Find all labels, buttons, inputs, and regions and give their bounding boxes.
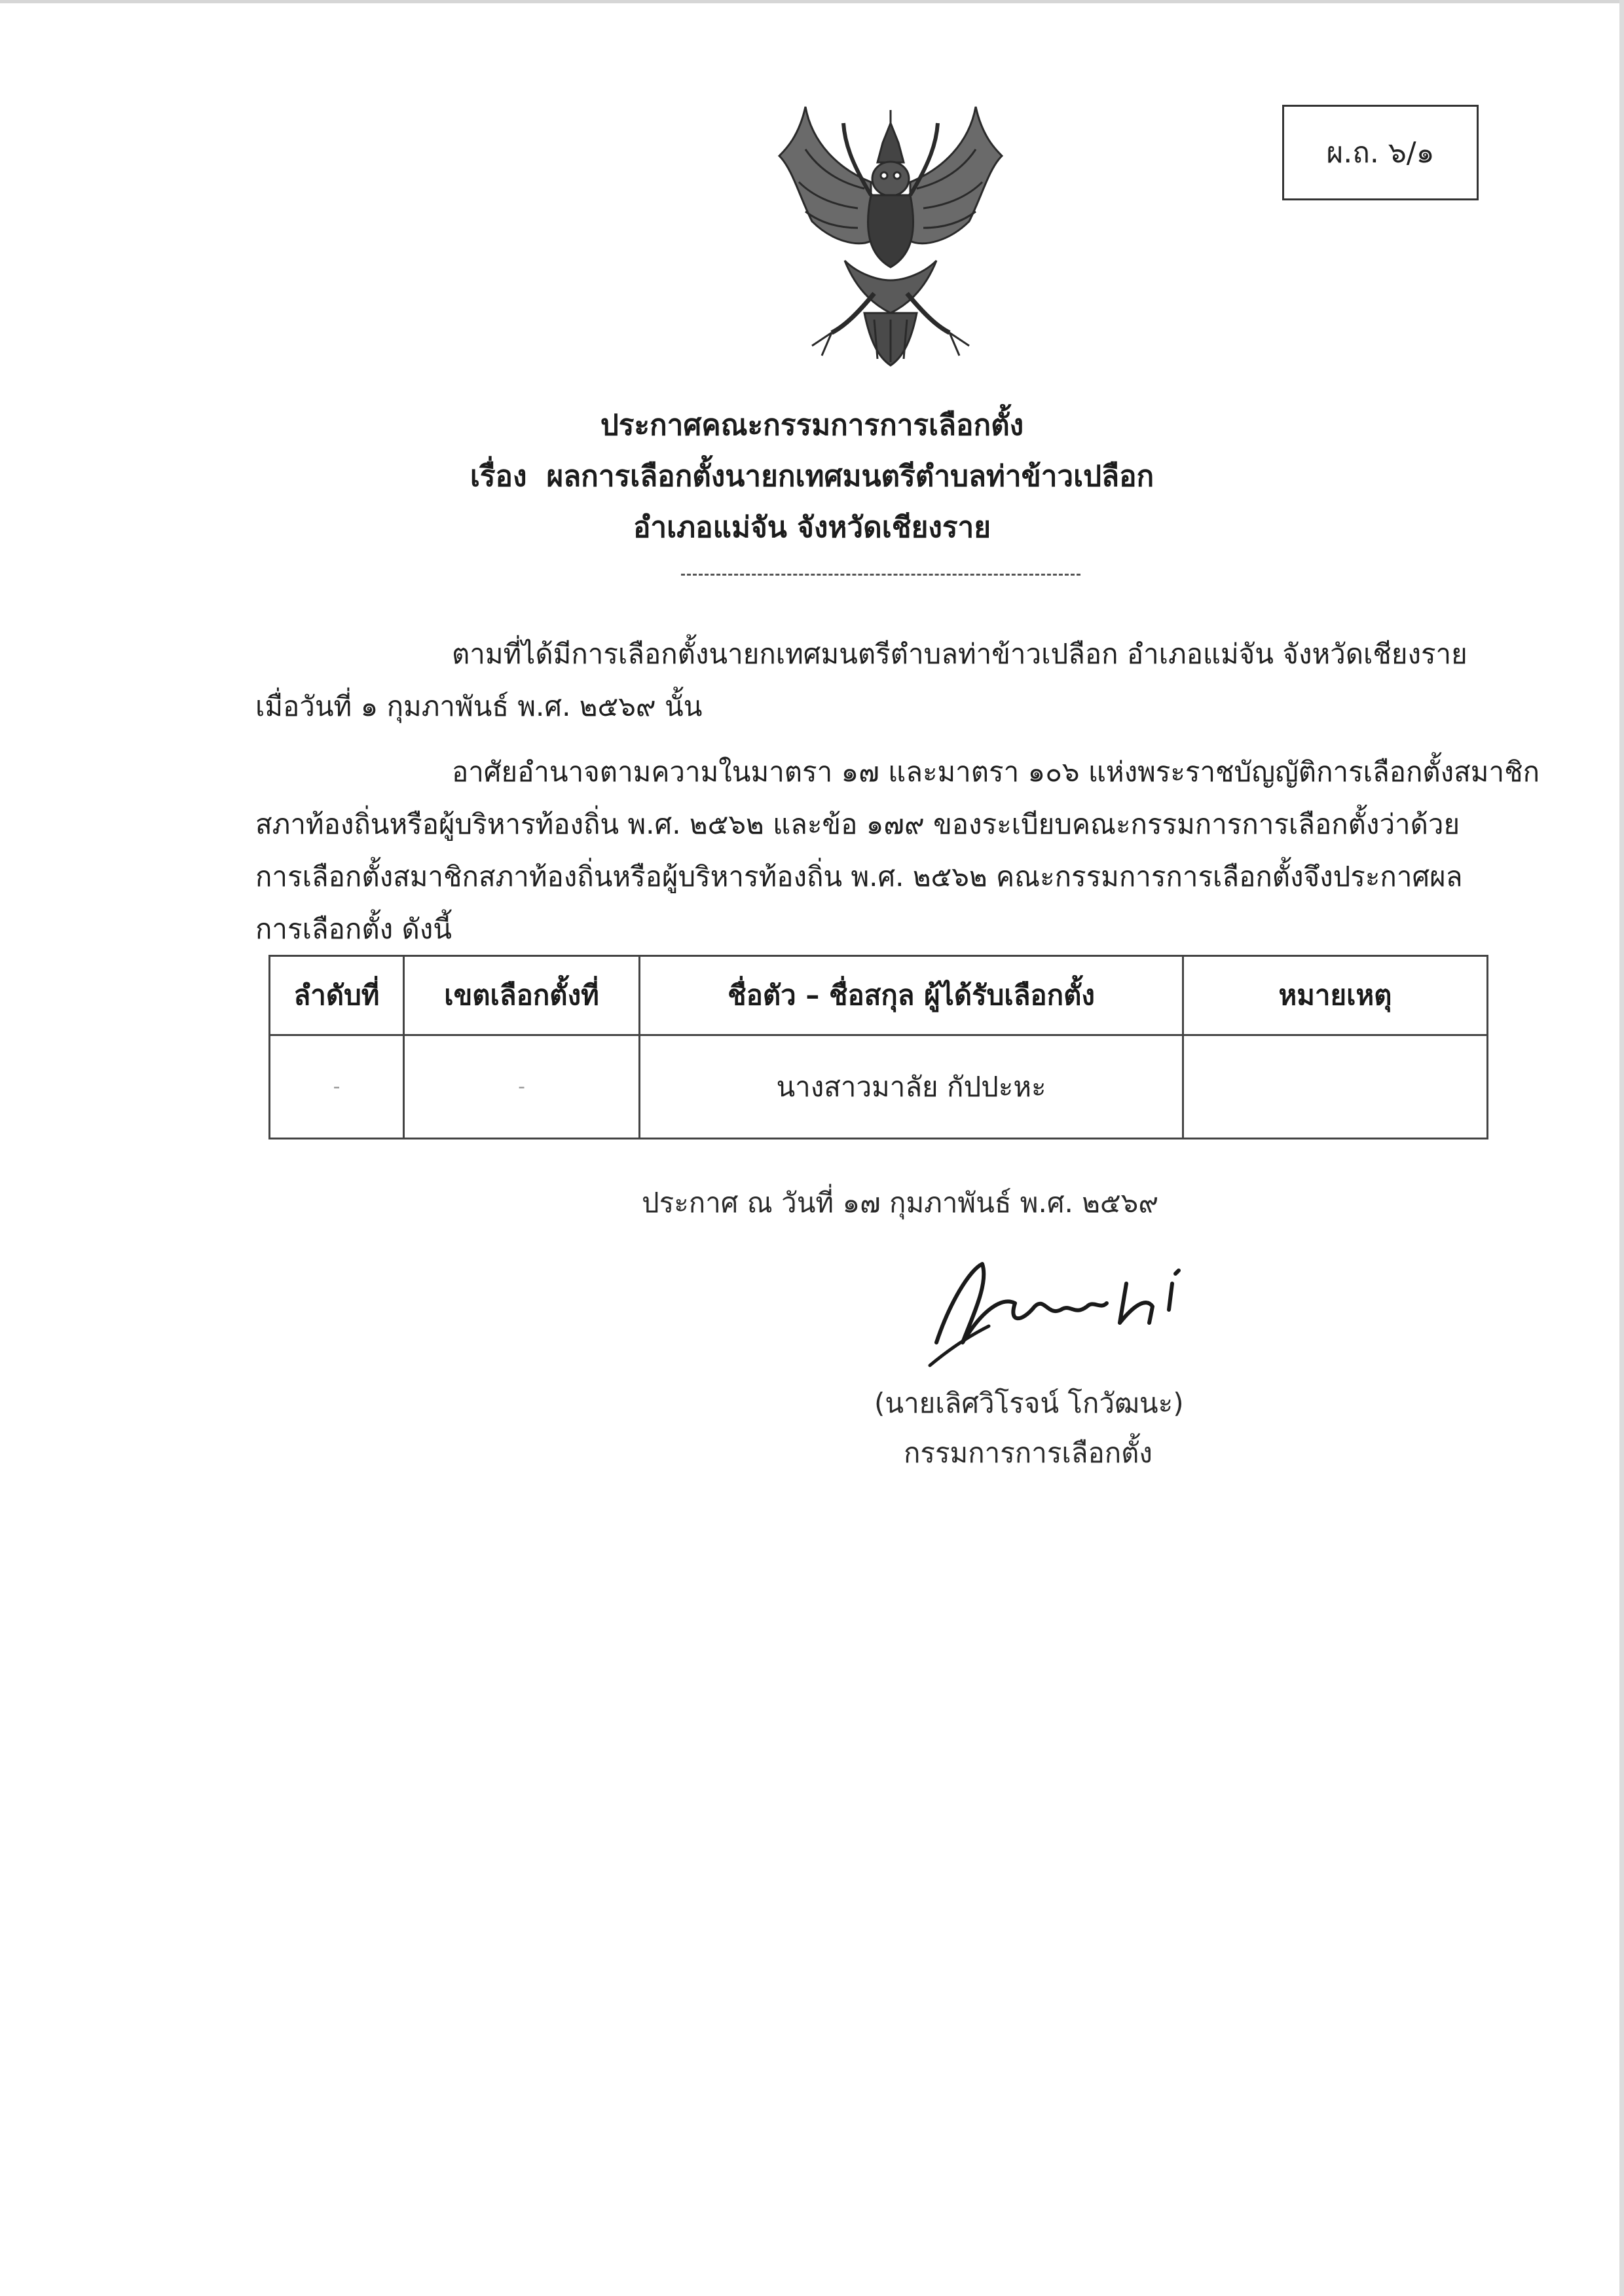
cell-remark — [1183, 1035, 1488, 1139]
garuda-emblem-icon — [766, 97, 1015, 369]
column-header-remark: หมายเหตุ — [1183, 956, 1488, 1035]
paragraph-1-line-1: ตามที่ได้มีการเลือกตั้งนายกเทศมนตรีตำบลท่าข้าวเปลือก อำเภอแม่จัน จังหวัดเชียงราย — [452, 638, 1467, 670]
signer-position: กรรมการการเลือกตั้ง — [904, 1437, 1153, 1469]
announcement-subject — [0, 453, 1624, 499]
column-header-order: ลำดับที่ — [270, 956, 404, 1035]
page-edge — [0, 0, 1624, 3]
announcement-title: ประกาศคณะกรรมการการเลือกตั้ง — [600, 409, 1024, 442]
paragraph-2-line-1: อาศัยอำนาจตามความในมาตรา ๑๗ และมาตรา ๑๐๖ แห่งพระราชบัญญัติการเลือกตั้งสมาชิก — [452, 756, 1540, 788]
table-row — [270, 1035, 1488, 1139]
column-header-name: ชื่อตัว – ชื่อสกุล ผู้ได้รับเลือกตั้ง — [640, 956, 1183, 1035]
table-header-row — [270, 956, 1488, 1035]
cell-elected-name: นางสาวมาลัย กัปปะหะ — [640, 1035, 1183, 1139]
announcement-date: ประกาศ ณ วันที่ ๑๗ กุมภาพันธ์ พ.ศ. ๒๕๖๙ — [642, 1187, 1159, 1219]
signer-name: (นายเลิศวิโรจน์ โกวัฒนะ) — [874, 1387, 1184, 1419]
paragraph-2-line-3: การเลือกตั้งสมาชิกสภาท้องถิ่นหรือผู้บริหารท้องถิ่น พ.ศ. ๒๕๖๒ คณะกรรมการการเลือกตั้งจึงประกาศผล — [255, 861, 1463, 893]
form-code: ผ.ถ. ๖/๑ — [1326, 136, 1435, 170]
column-header-district: เขตเลือกตั้งที่ — [404, 956, 640, 1035]
page-edge-shadow — [1619, 0, 1624, 2296]
announcement-location: อำเภอแม่จัน จังหวัดเชียงราย — [633, 511, 991, 544]
handwritten-signature — [910, 1244, 1238, 1375]
cell-district: - — [404, 1035, 640, 1139]
paragraph-2-line-4: การเลือกตั้ง ดังนี้ — [255, 913, 452, 945]
subject-label: เรื่อง — [470, 460, 527, 493]
form-code-box — [1282, 105, 1479, 200]
paragraph-1-line-2: เมื่อวันที่ ๑ กุมภาพันธ์ พ.ศ. ๒๕๖๙ นั้น — [255, 690, 703, 722]
results-table — [268, 955, 1486, 1139]
title-divider — [681, 574, 1080, 576]
paragraph-2-line-2: สภาท้องถิ่นหรือผู้บริหารท้องถิ่น พ.ศ. ๒๕๖๒ และข้อ ๑๗๙ ของระเบียบคณะกรรมการการเลือกตั้งว่าด้วย — [255, 808, 1460, 840]
subject-text: ผลการเลือกตั้งนายกเทศมนตรีตำบลท่าข้าวเปลือก — [546, 460, 1154, 493]
cell-order: - — [270, 1035, 404, 1139]
